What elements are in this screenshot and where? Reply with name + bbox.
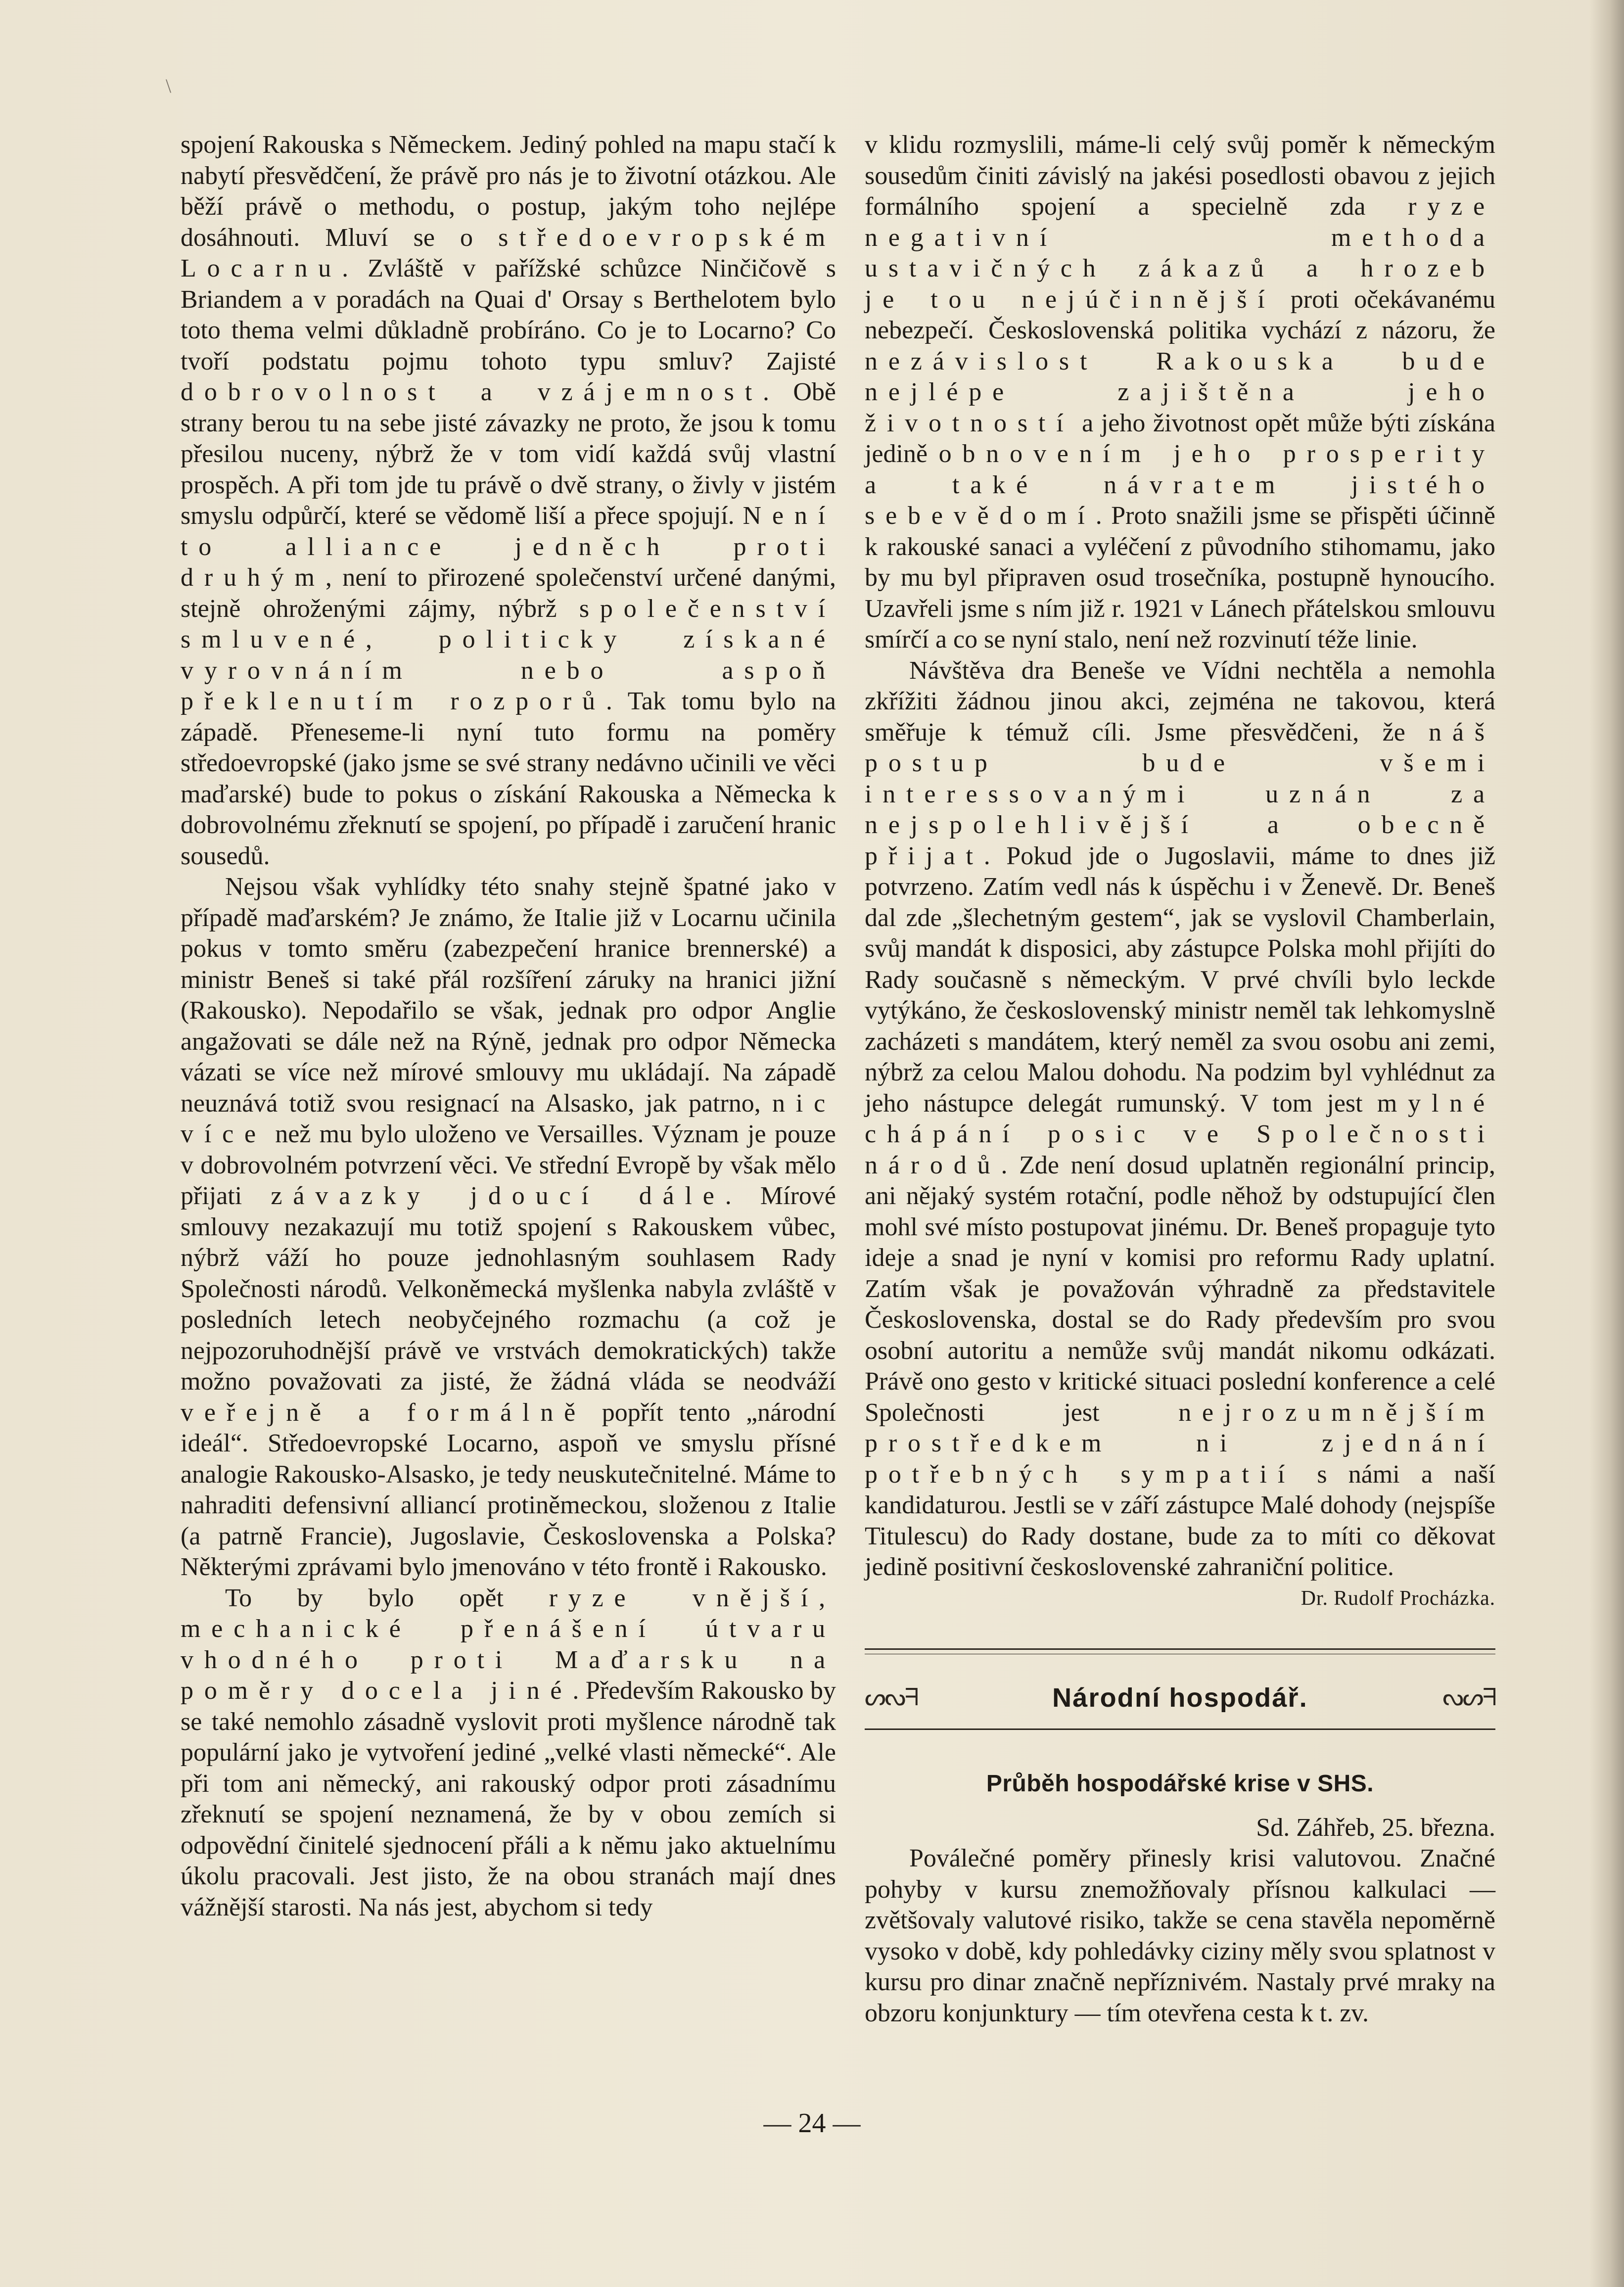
left-column	[181, 130, 836, 1923]
emphasis-text: veřejně a formálně	[181, 1398, 587, 1427]
right-paragraph-1: v klidu rozmyslili, máme-li celý svůj poměr k německým sousedům činiti závislý na jakési posedlosti obavou z jejich formálního spojení a specielně zda ryze negativní methoda ustavičných zákazů a hrozeb je tou nejúčinnější proti očekávanému nebezpečí. Československá politika vychází z názoru, že nezávislost Rakouska bude nejlépe zajištěna jeho životností a jeho životnost opět může býti získána jedině obnovením jeho prosperity a také návratem jistého sebevědomí. Proto snažili jsme se přispěti účinně k rakouské sanaci a vyléčení z původního stihomamu, jako by mu byl připraven osud trosečníka, postupně hynoucího. Uzavřeli jsme s ním již r. 1921 v Lánech přátelskou smlouvu smírčí a co se nyní stalo, není než rozvinutí téže linie.	[865, 131, 1496, 653]
emphasis-text: závazky jdoucí dále	[271, 1182, 725, 1210]
page-corner-mark: \	[166, 75, 172, 97]
article-paragraph-1: Poválečné poměry přinesly krisi valutovou. Značné pohyby v kursu znemožňovaly přísnou kalkulaci — zvětšovaly valutové risiko, takže se cena stavěla nepoměrně vysoko v době, kdy pohledávky ciziny měly svou splatnost v kursu pro dinar značně nepříznivém. Nastaly prvé mraky na obzoru konjunktury — tím otevřena cesta k t. zv.	[865, 1844, 1495, 2027]
emphasis-text: ryze negativní methoda ustavičných zákazů a hrozeb je tou nejúčinnější	[865, 192, 1495, 314]
ornament-left-icon: ᔕᔓᖷ	[865, 1684, 918, 1711]
left-paragraph-3: To by bylo opět ryze vnější, mechanické přenášení útvaru vhodného proti Maďarsku na poměry docela jiné. Především Rakousko by se také nemohlo zásadně vyslovit proti myšlence národně tak populární jako je vytvoření jediné „velké vlasti německé“. Ale při tom ani německý, ani rakouský odpor proti zásadnímu zřeknutí se spojení neznamená, že by v obou zemích si odpovědní činitelé sjednocení přáli a k němu jako aktuelnímu úkolu pracovali. Jest jisto, že na obou stranách mají dnes vážnější starosti. Na nás jest, abychom si tedy	[181, 1584, 836, 1921]
section-title: Národní hospodář.	[1052, 1682, 1308, 1713]
emphasis-text: obnovením jeho prosperity a také návratem jistého sebevědomí	[865, 440, 1495, 530]
section-header-rule	[865, 1728, 1495, 1730]
signature-line	[865, 1583, 1495, 1614]
right-column	[865, 130, 1495, 2029]
article-title: Průběh hospodářské krise v SHS.	[986, 1771, 1374, 1797]
section-divider-rule	[865, 1648, 1495, 1654]
left-paragraph-1: spojení Rakouska s Německem. Jediný pohled na mapu stačí k nabytí přesvědčení, že právě pro nás je to životní otázkou. Ale běží právě o methodu, o postup, jakým toho nejlépe dosáhnouti. Mluví se o středoevropském Locarnu. Zvláště v pařížské schůzce Ninčičově s Briandem a v poradách na Quai d' Orsay s Berthelotem bylo toto thema velmi důkladně probíráno. Co je to Locarno? Co tvoří podstatu pojmu tohoto typu smluv? Zajisté dobrovolnost a vzájemnost. Obě strany berou tu na sebe jisté závazky ne proto, že jsou k tomu přesilou nuceny, nýbrž že v tom vidí každá svůj vlastní prospěch. A při tom jde tu právě o dvě strany, o živly v jistém smyslu odpůrčí, které se vědomě liší a přece spojují. Není to alliance jedněch proti druhým, není to přirozené společenství určené danými, stejně ohroženými zájmy, nýbrž společenství smluvené, politicky získané vyrovnáním nebo aspoň překlenutím rozporů. Tak tomu bylo na západě. Přeneseme-li nyní tuto formu na poměry středoevropské (jako jsme se své strany nedávno učinili ve věci maďarské) bude to pokus o získání Rakouska a Německa k dobrovolnému zřeknutí se spojení, po případě i zaručení hranic sousedů.	[181, 131, 836, 870]
emphasis-text: ryze vnější, mechanické přenášení útvaru vhodného proti Maďarsku na poměry docela jiné	[181, 1584, 836, 1705]
article-dateline: Sd. Záhřeb, 25. března.	[1256, 1813, 1495, 1842]
emphasis-text: společenství smluvené, politicky získané vyrovnáním nebo aspoň překlenutím rozporů	[181, 594, 836, 715]
binding-shadow	[1589, 0, 1624, 2287]
page-number: — 24 —	[763, 2108, 861, 2139]
left-paragraph-2: Nejsou však vyhlídky této snahy stejně špatné jako v případě maďarském? Je známo, že Italie již v Locarnu učinila pokus v tomto směru (zabezpečení hranice brennerské) a ministr Beneš si také přál rozšíření záruky na hranici jižní (Rakousko). Nepodařilo se však, jednak pro odpor Anglie angažovati se dále než na Rýně, jednak pro odpor Německa vázati se více než mírové smlouvy mu ukládají. Na západě neuznává totiž svou resignací na Alsasko, jak patrno, nic více než mu bylo uloženo ve Versailles. Význam je pouze v dobrovolném potvrzení věci. Ve střední Evropě by však mělo přijati závazky jdoucí dále. Mírové smlouvy nezakazují mu totiž spojení s Rakouskem vůbec, nýbrž váží ho pouze jednohlasným souhlasem Rady Společnosti národů. Velkoněmecká myšlenka nabyla zvláště v posledních letech neobyčejného rozmachu (a což je nejpozoruhodnější právě ve vrstvách demokratických) takže možno považovati za jisté, že žádná vláda se neodváží veřejně a formálně popřít tento „národní ideál“. Středoevropské Locarno, aspoň ve smyslu přísné analogie Rakousko-Alsasko, je tedy neuskutečnitelné. Máme to nahraditi defensivní alliancí protiněmeckou, složenou z Italie (a patrně Francie), Jugoslavie, Československa a Polska? Některými zprávami bylo jmenováno v této frontě i Rakousko.	[181, 873, 836, 1581]
author-signature: Dr. Rudolf Procházka.	[1300, 1587, 1495, 1610]
ornament-right-icon: ᔓᔕᖷ	[1442, 1684, 1495, 1711]
emphasis-text: dobrovolnost a vzájemnost	[181, 378, 763, 406]
emphasis-text: nic více	[181, 1089, 836, 1148]
right-paragraph-2: Návštěva dra Beneše ve Vídni nechtěla a nemohla zkřížiti žádnou jinou akci, zejména ne takovou, která směřuje k témuž cíli. Jsme přesvědčeni, že náš postup bude všemi interessovanými uznán za nejspolehlivější a obecně přijat. Pokud jde o Jugoslavii, máme to dnes již potvrzeno. Zatím vedl nás k úspěchu i v Ženevě. Dr. Beneš dal zde „šlechetným gestem“, jak se vyslovil Chamberlain, svůj mandát k disposici, aby zástupce Polska mohl přijíti do Rady současně s německým. V prvé chvíli bylo leckde vytýkáno, že československý ministr neměl tak lehkomyslně zacházeti s mandátem, který neměl za svou osobu ani zemi, nýbrž za celou Malou dohodu. Na podzim byl vyhlédnut za jeho nástupce delegát rumunský. V tom jest mylné chápání posic ve Společnosti národů. Zde není dosud uplatněn regionální princip, ani nějaký systém rotační, podle něhož by odstupující člen mohl své místo postupovat jinému. Dr. Beneš propaguje tyto ideje a snad je nyní v komisi pro reformu Rady uplatní. Zatím však je považován výhradně za představitele Československa, dostal se do Rady především pro svou osobní autoritu a nemůže svůj mandát nikomu odkázati. Právě ono gesto v kritické situaci poslední konference a celé Společnosti jest nejrozumnějším prostředkem ni zjednání potřebných sympatií s námi a naší kandidaturou. Jestli se v září zástupce Malé dohody (nejspíše Titulescu) do Rady dostane, bude za to míti co děkovat jedině positivní československé zahraniční politice.	[865, 656, 1495, 1581]
emphasis-text: mylné chápání posic ve Společnosti národů	[865, 1089, 1495, 1179]
emphasis-text: Není to alliance jedněch proti druhým	[181, 502, 836, 592]
emphasis-text: náš postup bude všemi interessovanými uznán za nejspolehlivější a obecně přijat	[865, 718, 1495, 870]
emphasis-text: nezávislost Rakouska bude nejlépe zajištěna jeho životností	[865, 347, 1495, 437]
section-header	[865, 1678, 1495, 1718]
emphasis-text: nejrozumnějším prostředkem ni zjednání potřebných sympatií	[865, 1398, 1495, 1489]
emphasis-text: středoevropském Locarnu	[181, 223, 836, 282]
